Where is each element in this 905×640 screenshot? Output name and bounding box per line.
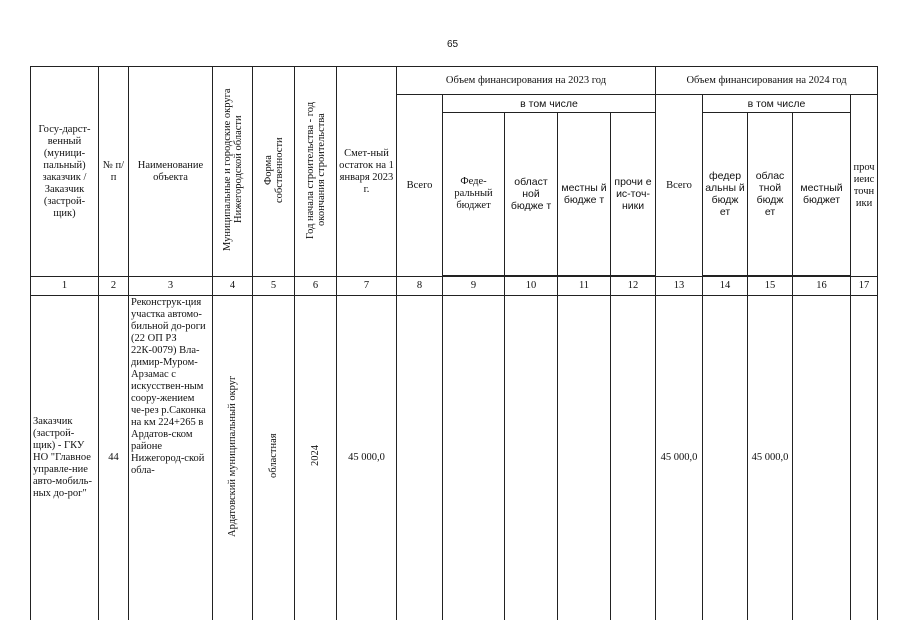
header-ownership: Форма собственности xyxy=(262,136,285,203)
col-num-9: 9 xyxy=(443,277,505,296)
row-ownership: областная xyxy=(268,433,279,479)
header-estimated-balance: Смет-ный остаток на 1 января 2023 г. xyxy=(337,67,397,277)
row-estimated-balance: 45 000,0 xyxy=(337,296,397,621)
row-federal-2023 xyxy=(443,296,505,621)
header-number: № п/п xyxy=(99,67,129,277)
column-numbers-row xyxy=(31,277,878,296)
header-total-2023: Всего xyxy=(397,95,443,277)
header-regional-2024: облас тной бюдж ет xyxy=(748,113,793,276)
header-financing-2023: Объем финансирования на 2023 год xyxy=(397,67,656,95)
header-years: Год начала строительства - год окончания строительства xyxy=(304,100,327,239)
col-num-15: 15 xyxy=(748,277,793,296)
row-municipality-cell xyxy=(213,296,253,621)
header-object-name: Наименование объекта xyxy=(129,67,213,277)
row-local-2023 xyxy=(558,296,611,621)
header-financing-2024: Объем финансирования на 2024 год xyxy=(656,67,878,95)
header-municipality: Муниципальные и городские округа Нижегородской области xyxy=(221,88,244,251)
col-num-13: 13 xyxy=(656,277,703,296)
col-num-7: 7 xyxy=(337,277,397,296)
col-num-1: 1 xyxy=(31,277,99,296)
row-regional-2023 xyxy=(505,296,558,621)
header-total-2024: Всего xyxy=(656,95,703,277)
row-total-2024: 45 000,0 xyxy=(656,296,703,621)
header-local-2023: местны й бюдже т xyxy=(558,113,611,276)
header-other-2023: прочи е ис-точ-ники xyxy=(611,113,656,276)
row-total-2023 xyxy=(397,296,443,621)
financing-table xyxy=(30,66,878,620)
row-number: 44 xyxy=(99,296,129,621)
row-municipality: Ардатовский муниципальный округ xyxy=(227,375,238,537)
table-row xyxy=(31,296,878,621)
header-including-2023: в том числе xyxy=(443,95,656,113)
header-including-2024: в том числе xyxy=(703,95,851,113)
col-num-11: 11 xyxy=(558,277,611,296)
row-federal-2024 xyxy=(703,296,748,621)
col-num-5: 5 xyxy=(253,277,295,296)
header-other-2024: прочиеисточники xyxy=(851,95,878,277)
col-num-4: 4 xyxy=(213,277,253,296)
header-ownership-cell xyxy=(253,67,295,277)
col-num-2: 2 xyxy=(99,277,129,296)
col-num-12: 12 xyxy=(611,277,656,296)
col-num-17: 17 xyxy=(851,277,878,296)
col-num-10: 10 xyxy=(505,277,558,296)
header-customer: Госу-дарст-венный (муници-пальный) заказчик / Заказчик (застрой-щик) xyxy=(31,67,99,277)
header-federal-2023: Феде-ральный бюджет xyxy=(443,113,505,276)
header-local-2024: местный бюджет xyxy=(793,113,851,276)
col-num-8: 8 xyxy=(397,277,443,296)
page-number: 65 xyxy=(446,39,459,50)
col-num-14: 14 xyxy=(703,277,748,296)
header-federal-2024: федер альны й бюдж ет xyxy=(703,113,748,276)
col-num-3: 3 xyxy=(129,277,213,296)
header-years-cell xyxy=(295,67,337,277)
col-num-6: 6 xyxy=(295,277,337,296)
row-customer: Заказчик (застрой-щик) - ГКУ НО "Главное управле-ние авто-мобиль-ных до-рог" xyxy=(31,296,99,621)
header-municipality-cell xyxy=(213,67,253,277)
row-ownership-cell xyxy=(253,296,295,621)
row-other-2023 xyxy=(611,296,656,621)
row-other-2024 xyxy=(851,296,878,621)
row-regional-2024: 45 000,0 xyxy=(748,296,793,621)
col-num-16: 16 xyxy=(793,277,851,296)
row-local-2024 xyxy=(793,296,851,621)
header-regional-2023: област ной бюдже т xyxy=(505,113,558,276)
row-years: 2024 xyxy=(310,445,321,467)
row-object-name: Реконструк-ция участка автомо-бильной до-роги (22 ОП РЗ 22К-0079) Вла-димир-Муром-Арзамас с искусствен-ным соору-жением че-рез р.Саконка на км 224+265 в Ардатов-ском районе Нижегород-ской обла- xyxy=(129,296,213,621)
row-years-cell xyxy=(295,296,337,621)
